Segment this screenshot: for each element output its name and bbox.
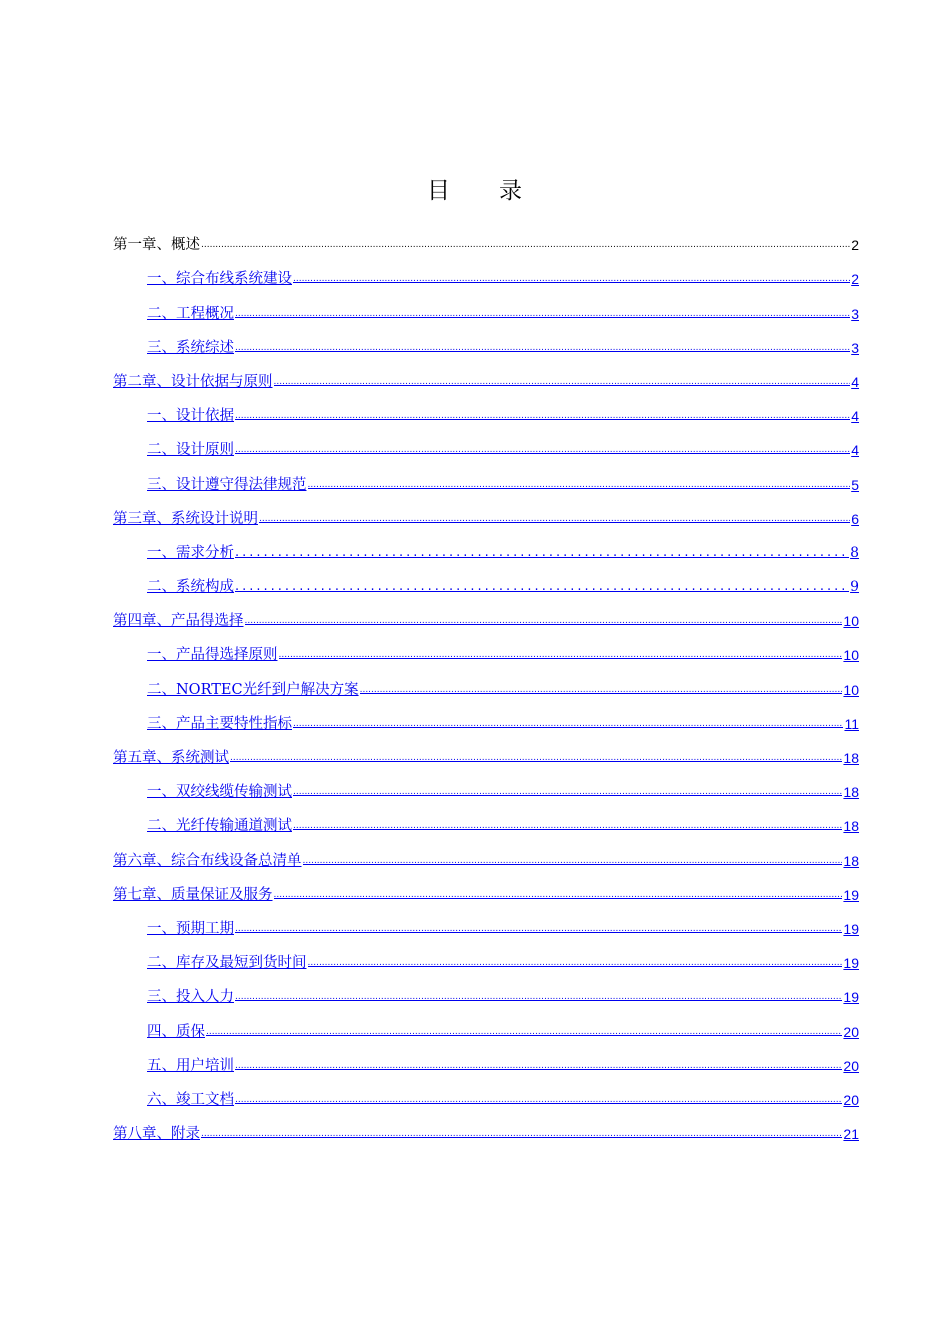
toc-chapter-entry[interactable]	[113, 739, 859, 773]
toc-page-number: 18	[843, 818, 859, 835]
toc-dot-leader	[235, 988, 842, 1006]
toc-page-number: 3	[851, 305, 859, 322]
toc-entry-text: 一、产品得选择原则	[147, 647, 278, 664]
toc-page-number: 4	[851, 442, 859, 459]
toc-entry-text: 第三章、系统设计说明	[113, 510, 258, 527]
toc-entry-text: 第七章、质量保证及服务	[113, 886, 273, 903]
toc-page-number: 10	[843, 681, 859, 698]
toc-dot-leader	[235, 339, 850, 357]
toc-section-entry[interactable]	[113, 1012, 859, 1046]
toc-entry-text: 一、综合布线系统建设	[147, 271, 292, 288]
toc-dot-leader	[293, 817, 842, 835]
toc-section-entry[interactable]	[113, 705, 859, 739]
toc-page-number: 18	[843, 750, 859, 766]
toc-page-number: 18	[843, 852, 859, 869]
toc-section-entry[interactable]	[113, 978, 859, 1012]
toc-dot-leader	[279, 646, 843, 664]
toc-section-entry[interactable]	[113, 397, 859, 431]
toc-dot-leader	[235, 544, 849, 562]
toc-chapter-entry[interactable]	[113, 500, 859, 534]
toc-section-entry[interactable]	[113, 465, 859, 499]
toc-chapter-entry[interactable]	[113, 363, 859, 397]
toc-page-number: 2	[851, 271, 859, 288]
toc-page-number: 4	[851, 373, 859, 390]
toc-page-number: 21	[843, 1126, 859, 1143]
toc-section-entry[interactable]	[113, 636, 859, 670]
toc-page-number: 2	[851, 237, 859, 254]
toc-section-entry[interactable]	[113, 1081, 859, 1115]
table-of-contents	[113, 226, 859, 1149]
toc-dot-leader	[293, 783, 842, 801]
toc-entry-text: 二、光纤传输通道测试	[147, 818, 292, 835]
toc-dot-leader	[235, 1091, 842, 1109]
toc-dot-leader	[293, 715, 843, 733]
toc-page-number: 3	[851, 339, 859, 356]
toc-page-number: 6	[851, 510, 859, 527]
toc-dot-leader	[245, 612, 843, 630]
toc-chapter-entry[interactable]	[113, 876, 859, 910]
toc-page-number: 8	[850, 544, 859, 561]
toc-entry-text: 一、双绞线缆传输测试	[147, 784, 292, 801]
toc-entry-text: 一、设计依据	[147, 408, 234, 425]
toc-dot-leader	[308, 954, 843, 972]
toc-entry-text: 二、系统构成	[147, 579, 234, 596]
toc-page-number: 9	[850, 579, 859, 596]
toc-entry-text: 三、系统综述	[147, 339, 234, 356]
toc-dot-leader	[206, 1023, 842, 1041]
toc-entry-text: 二、库存及最短到货时间	[147, 955, 307, 972]
toc-dot-leader	[201, 236, 850, 254]
toc-dot-leader	[259, 510, 850, 528]
toc-entry-text: 三、设计遵守得法律规范	[147, 476, 307, 493]
toc-entry-text: 第六章、综合布线设备总清单	[113, 852, 302, 869]
toc-dot-leader	[235, 305, 850, 323]
toc-page-number: 19	[843, 955, 859, 972]
toc-section-entry[interactable]	[113, 773, 859, 807]
toc-entry-text: 第八章、附录	[113, 1126, 200, 1143]
toc-entry-text: 第四章、产品得选择	[113, 613, 244, 630]
toc-dot-leader	[235, 1057, 842, 1075]
toc-dot-leader	[235, 578, 849, 596]
toc-dot-leader	[235, 441, 850, 459]
toc-section-entry[interactable]	[113, 1047, 859, 1081]
toc-page-number: 4	[851, 408, 859, 425]
toc-entry-text: 二、工程概况	[147, 305, 234, 322]
toc-chapter-entry[interactable]	[113, 602, 859, 636]
toc-dot-leader	[235, 920, 842, 938]
toc-entry-text: 六、竣工文档	[147, 1091, 234, 1108]
toc-dot-leader	[235, 407, 850, 425]
toc-entry-text: 四、质保	[147, 1023, 205, 1040]
toc-section-entry[interactable]	[113, 329, 859, 363]
toc-entry-text: 第一章、概述	[113, 237, 200, 254]
toc-dot-leader	[293, 270, 850, 288]
toc-dot-leader	[230, 749, 842, 767]
toc-entry-text: 第五章、系统测试	[113, 750, 229, 766]
toc-chapter-entry[interactable]	[113, 1115, 859, 1149]
toc-section-entry[interactable]	[113, 807, 859, 841]
toc-page-number: 10	[843, 647, 859, 664]
toc-title: 目 录	[427, 178, 523, 204]
toc-dot-leader	[308, 476, 851, 494]
toc-entry-text: 三、产品主要特性指标	[147, 715, 292, 732]
toc-page-number: 18	[843, 784, 859, 801]
toc-chapter-entry	[113, 226, 859, 260]
toc-section-entry[interactable]	[113, 910, 859, 944]
toc-dot-leader	[201, 1125, 842, 1143]
toc-dot-leader	[303, 852, 843, 870]
toc-section-entry[interactable]	[113, 568, 859, 602]
toc-section-entry[interactable]	[113, 294, 859, 328]
toc-page-number: 19	[843, 989, 859, 1006]
toc-page-number: 20	[843, 1057, 859, 1074]
toc-section-entry[interactable]	[113, 534, 859, 568]
toc-entry-text: 二、设计原则	[147, 442, 234, 459]
toc-page-number: 5	[851, 476, 859, 493]
toc-section-entry[interactable]	[113, 670, 859, 704]
toc-section-entry[interactable]	[113, 944, 859, 978]
toc-entry-text: 一、需求分析	[147, 544, 234, 561]
toc-entry-text: 一、预期工期	[147, 920, 234, 937]
toc-entry-text: 第二章、设计依据与原则	[113, 373, 273, 390]
toc-page-number: 19	[843, 920, 859, 937]
toc-entry-text: 二、NORTEC光纤到户解决方案	[147, 681, 359, 698]
toc-dot-leader	[274, 373, 851, 391]
toc-entry-text: 五、用户培训	[147, 1057, 234, 1074]
toc-entry-text: 三、投入人力	[147, 989, 234, 1006]
toc-page-number: 20	[843, 1091, 859, 1108]
toc-page-number: 10	[843, 613, 859, 630]
toc-dot-leader	[360, 681, 843, 699]
toc-page-number: 11	[844, 715, 859, 732]
toc-page-number: 20	[843, 1023, 859, 1040]
toc-dot-leader	[274, 886, 843, 904]
toc-section-entry[interactable]	[113, 260, 859, 294]
toc-section-entry[interactable]	[113, 431, 859, 465]
toc-chapter-entry[interactable]	[113, 841, 859, 875]
toc-page-number: 19	[843, 886, 859, 903]
